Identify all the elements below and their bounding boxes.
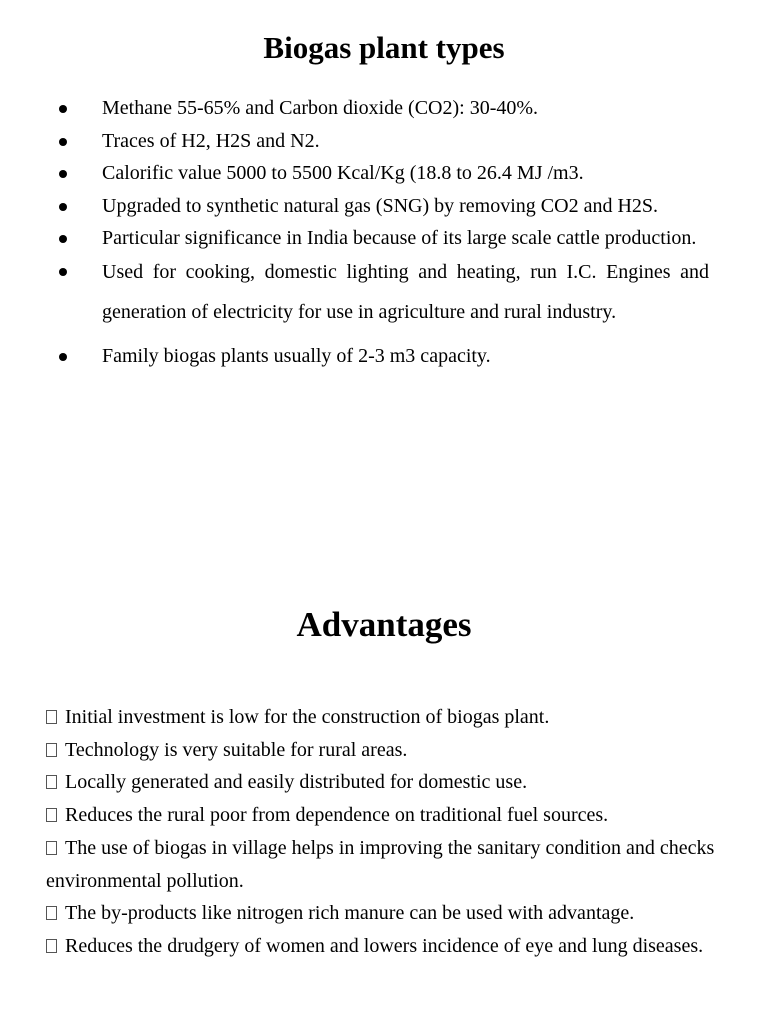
- bullet-dot-icon: [59, 235, 67, 243]
- bullet-dot-icon: [59, 170, 67, 178]
- bullet-item: [0, 157, 709, 190]
- bullet-item: [0, 92, 709, 125]
- advantage-text: The by-products like nitrogen rich manure can be used with advantage.: [65, 902, 635, 925]
- list-item: [46, 799, 720, 832]
- list-item: [46, 897, 720, 930]
- composition-bullet-list: [0, 92, 768, 372]
- missing-glyph-box-icon: [46, 939, 57, 953]
- advantage-text: Reduces the rural poor from dependence on traditional fuel sources.: [65, 804, 609, 827]
- list-item: [46, 766, 720, 799]
- list-item: [46, 701, 720, 734]
- bullet-text: Traces of H2, H2S and N2.: [102, 129, 320, 152]
- list-item: [46, 930, 720, 963]
- bullet-text: Used for cooking, domestic lighting and heating, run I.C. Engines and generation of electricity for use in agriculture and rural industry.: [102, 260, 709, 323]
- bullet-dot-icon: [59, 203, 67, 211]
- bullet-text: Upgraded to synthetic natural gas (SNG) by removing CO2 and H2S.: [102, 194, 659, 217]
- bullet-text: Particular significance in India because of its large scale cattle production.: [102, 227, 697, 249]
- bullet-item: [0, 340, 709, 373]
- bullet-dot-icon: [59, 105, 67, 113]
- bullet-dot-icon: [59, 268, 67, 276]
- missing-glyph-box-icon: [46, 710, 57, 724]
- advantages-list: [46, 701, 720, 963]
- missing-glyph-box-icon: [46, 906, 57, 920]
- advantage-text: Initial investment is low for the construction of biogas plant.: [65, 706, 550, 728]
- advantage-text: Locally generated and easily distributed for domestic use.: [65, 771, 528, 794]
- bullet-item: [0, 222, 709, 255]
- missing-glyph-box-icon: [46, 743, 57, 757]
- section-title-advantages: Advantages: [296, 605, 472, 644]
- missing-glyph-box-icon: [46, 808, 57, 822]
- bullet-item: [0, 125, 709, 158]
- bullet-item: [0, 190, 709, 223]
- list-item: [46, 832, 720, 897]
- bullet-text: Family biogas plants usually of 2-3 m3 capacity.: [102, 344, 491, 367]
- bullet-item: [0, 252, 709, 332]
- advantage-text: The use of biogas in village helps in improving the sanitary condition and checks environmental pollution.: [46, 836, 715, 892]
- missing-glyph-box-icon: [46, 841, 57, 855]
- advantage-text: Technology is very suitable for rural areas.: [65, 738, 408, 761]
- bullet-dot-icon: [59, 353, 67, 361]
- missing-glyph-box-icon: [46, 775, 57, 789]
- bullet-dot-icon: [59, 138, 67, 146]
- advantage-text: Reduces the drudgery of women and lowers incidence of eye and lung diseases.: [65, 934, 704, 957]
- section-title-biogas-plant-types: Biogas plant types: [263, 30, 505, 65]
- list-item: [46, 734, 720, 767]
- bullet-text: Methane 55-65% and Carbon dioxide (CO2): 30-40%.: [102, 97, 539, 119]
- bullet-text: Calorific value 5000 to 5500 Kcal/Kg (18.8 to 26.4 MJ /m3.: [102, 162, 584, 184]
